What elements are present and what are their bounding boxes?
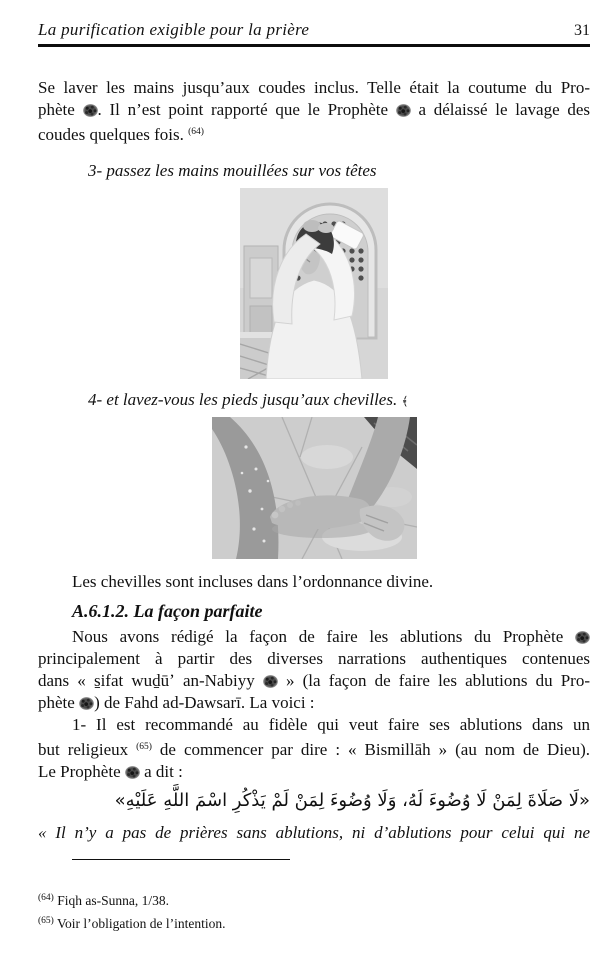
step3-caption: 3- passez les mains mouillées sur vos têtes [88, 161, 377, 180]
text-line [38, 736, 590, 761]
text-segment: » (la façon de faire les ablutions du Pro- [277, 671, 590, 690]
verse-end-ornament-icon: ﴾ [401, 394, 409, 408]
text-segment: phète [38, 100, 83, 119]
prophet-honorific-icon [83, 104, 98, 117]
page-number: 31 [574, 22, 590, 39]
header-title: La purification exigible pour la prière [38, 20, 310, 39]
text-segment: ) de Fahd ad-Dawsarī. La voici : [94, 693, 315, 712]
paragraph-method [38, 626, 590, 714]
prophet-honorific-icon [263, 675, 278, 688]
ankles-note: Les chevilles sont incluses dans l’ordonnance divine. [72, 572, 434, 591]
footnote-marker: (65) [136, 742, 152, 752]
text-segment: a dit : [139, 762, 183, 781]
text-segment: 4- et lavez-vous les pieds jusqu’aux chevilles. [88, 390, 402, 409]
prophet-honorific-icon [396, 104, 411, 117]
hadith-translation: « Il n’y a pas de prières sans ablutions, ni d’ablutions pour celui qui ne [38, 823, 590, 842]
text-line: principalement à partir des diverses narrations authentiques contenues [38, 649, 590, 668]
photo-head-wipe [240, 188, 388, 379]
footnote-ref: (65) [38, 916, 54, 926]
prophet-honorific-icon [125, 766, 140, 779]
text-line [38, 99, 590, 121]
text-line: Se laver les mains jusqu’aux coudes inclus. Telle était la coutume du Pro- [38, 78, 590, 97]
text-line: 1- Il est recommandé au fidèle qui veut faire ses ablutions dans un [72, 715, 590, 734]
step4-caption [38, 389, 590, 412]
text-segment: . Il n’est point rapporté que le Prophète [97, 100, 396, 119]
photo-foot-wash [212, 417, 417, 559]
footnote-text: Voir l’obligation de l’intention. [56, 916, 226, 931]
text-line [38, 670, 590, 692]
text-line [38, 121, 590, 146]
text-segment: a délaissé le lavage des [410, 100, 590, 119]
page-header [38, 0, 590, 47]
text-segment: Nous avons rédigé la façon de faire les ablutions du Prophète [72, 627, 575, 646]
text-segment: de commencer par dire : « Bismillāh » (au nom de Dieu). [151, 740, 590, 759]
text-segment: Le Prophète [38, 762, 125, 781]
footnote [38, 888, 590, 911]
footnote-separator [72, 859, 290, 860]
section-heading: A.6.1.2. La façon parfaite [72, 601, 263, 621]
text-segment: coudes quelques fois. [38, 125, 189, 144]
footnote-ref: (64) [38, 893, 54, 903]
text-line [38, 761, 590, 783]
prophet-honorific-icon [575, 631, 590, 644]
footnote-marker: (64) [188, 127, 204, 137]
text-segment: dans « s̱ifat wuḏūʼ an-Nabiyy [38, 671, 263, 690]
text-segment: phète [38, 693, 80, 712]
footnote-text: Fiqh as-Sunna, 1/38. [57, 893, 169, 908]
paragraph-step1 [38, 714, 590, 783]
page-content [38, 0, 590, 934]
footnote [38, 911, 590, 934]
prophet-honorific-icon [79, 697, 94, 710]
arabic-hadith: «لَا صَلَاةَ لِمَنْ لَا وُضُوءَ لَهُ، وَلَا وُضُوءَ لِمَنْ لَمْ يَذْكُرِ اسْمَ اللَّهِ عَلَيْهِ» [114, 790, 590, 811]
text-line [38, 626, 590, 648]
footnotes [38, 888, 590, 934]
paragraph-intro [38, 77, 590, 146]
text-segment: but religieux [38, 740, 137, 759]
text-line [38, 692, 590, 714]
